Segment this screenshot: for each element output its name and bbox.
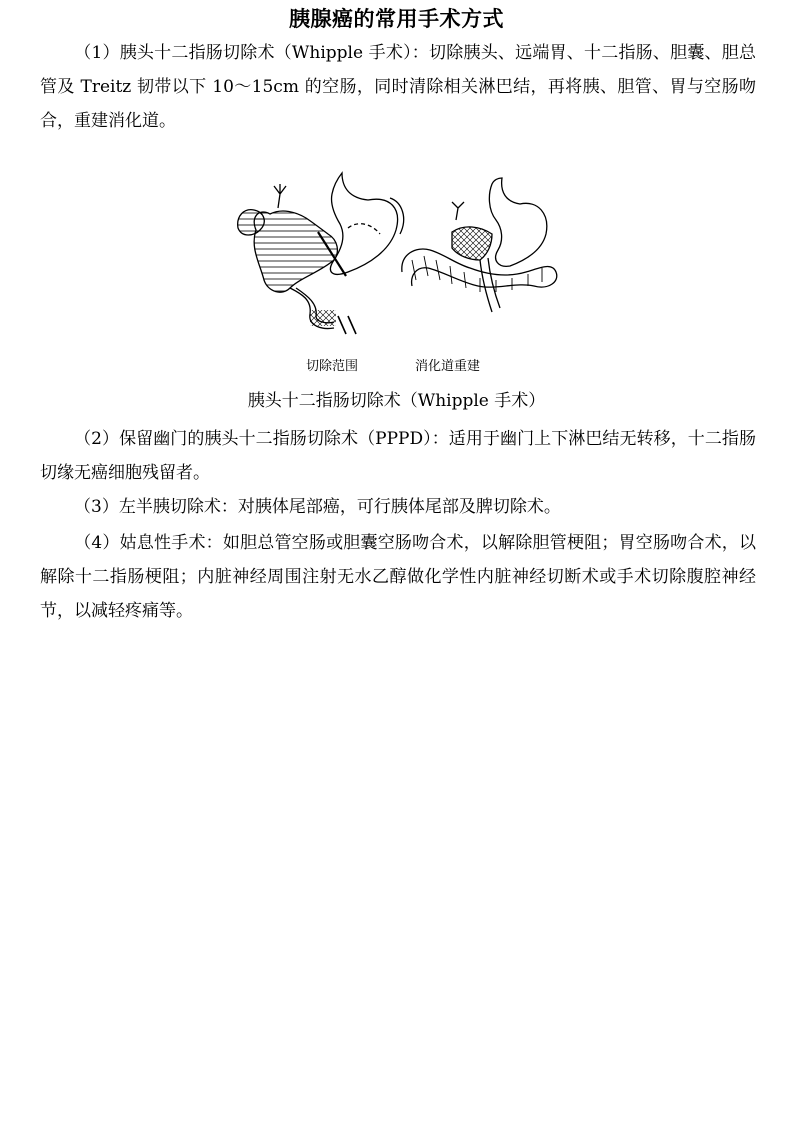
cut-line-jejunum-1 [338, 316, 346, 334]
cut-line-jejunum-2 [348, 316, 356, 334]
paragraph-palliative [40, 526, 756, 628]
figure-label-resection: 切除范围 [306, 359, 359, 374]
paragraph-text: （3）左半胰切除术：对胰体尾部癌，可行胰体尾部及脾切除术。 [74, 497, 561, 517]
paragraph-whipple [40, 36, 756, 138]
resected-region [254, 211, 337, 292]
figure-label-reconstruction: 消化道重建 [415, 359, 481, 374]
resection-extent-drawing [238, 173, 404, 334]
reconstruction-drawing [402, 178, 557, 312]
paragraph-pppd [40, 422, 756, 490]
paragraph-text: （4）姑息性手术：如胆总管空肠或胆囊空肠吻合术，以解除胆管梗阻；胃空肠吻合术，以解除十二指肠梗阻；内脏神经周围注射无水乙醇做化学性内脏神经切断术或手术切除腹腔神经节，以减轻疼痛等。 [40, 533, 756, 621]
figure-caption: 胰头十二指肠切除术（Whipple 手术） [247, 391, 546, 411]
paragraph-left-pancreatectomy [40, 490, 756, 524]
anastomosis [452, 227, 492, 260]
surgery-illustration [230, 168, 570, 348]
paragraph-text: （1）胰头十二指肠切除术（Whipple 手术）：切除胰头、远端胃、十二指肠、胆囊、胆总管及 Treitz 韧带以下 10～15cm 的空肠，同时清除相关淋巴结，再将胰、胆管、胃与空肠吻合，重建消化道。 [40, 43, 756, 131]
paragraph-text: （2）保留幽门的胰头十二指肠切除术（PPPD）：适用于幽门上下淋巴结无转移，十二指肠切缘无癌细胞残留者。 [40, 429, 756, 483]
remnant-stomach [489, 178, 546, 266]
page-title: 胰腺癌的常用手术方式 [289, 6, 504, 31]
